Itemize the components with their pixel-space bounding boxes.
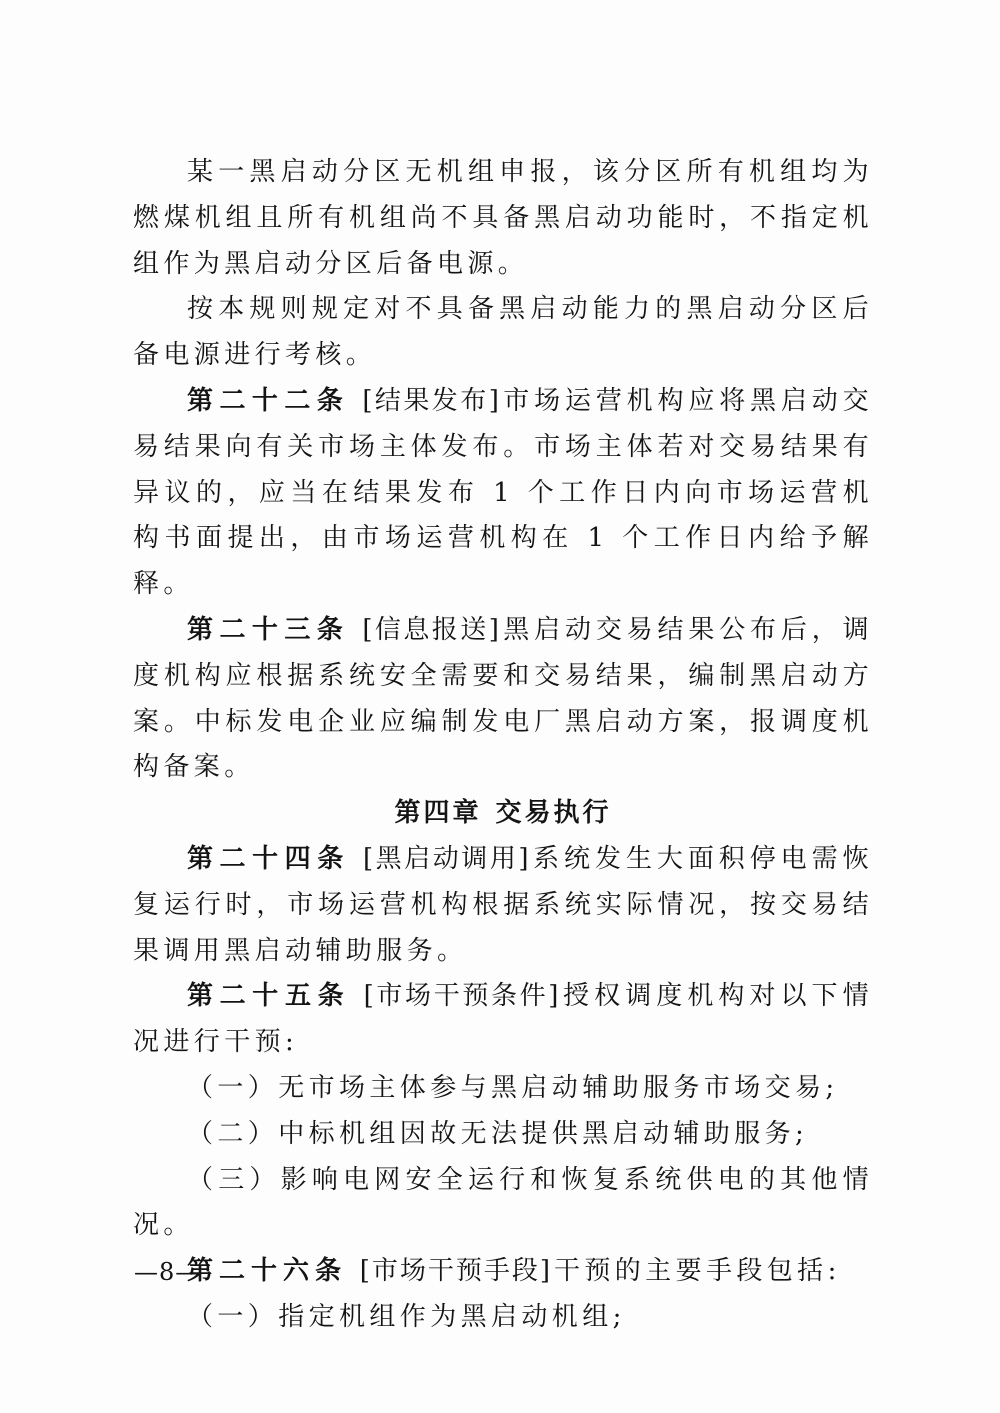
article-title: [市场干预手段] xyxy=(359,1256,552,1287)
article-text: 干预的主要手段包括: xyxy=(553,1256,841,1287)
article-number: 第二十四条 xyxy=(187,843,350,874)
article-text: 市场运营机构应将黑启动交易结果向有关市场主体发布。市场主体若对交易结果有异议的，应当在结果发布 1 个工作日内向市场运营机构书面提出，由市场运营机构在 1 个工作日内给予解释。 xyxy=(133,385,873,600)
list-item: （一）无市场主体参与黑启动辅助服务市场交易; xyxy=(187,1072,839,1103)
list-item: （二）中标机组因故无法提供黑启动辅助服务; xyxy=(187,1118,809,1149)
paragraph-text: 某一黑启动分区无机组申报，该分区所有机组均为燃煤机组且所有机组尚不具备黑启动功能时，不指定机组作为黑启动分区后备电源。 xyxy=(133,157,873,279)
page-number: —8— xyxy=(134,1258,201,1286)
article-text: 黑启动交易结果公布后，调度机构应根据系统安全需要和交易结果，编制黑启动方案。中标发电企业应编制发电厂黑启动方案，报调度机构备案。 xyxy=(133,614,873,783)
paragraph xyxy=(133,150,873,287)
document-body xyxy=(133,150,873,1341)
chapter-title: 交易执行 xyxy=(495,798,612,829)
article-number: 第二十三条 xyxy=(187,614,350,645)
article-text: 授权调度机构对以下情况进行干预: xyxy=(133,981,873,1058)
paragraph-text: 按本规则规定对不具备黑启动能力的黑启动分区后备电源进行考核。 xyxy=(133,294,873,371)
article-text: 系统发生大面积停电需恢复运行时，市场运营机构根据系统实际情况，按交易结果调用黑启动辅助服务。 xyxy=(133,843,873,966)
chapter-number: 第四章 xyxy=(394,798,482,829)
list-item: （一）指定机组作为黑启动机组; xyxy=(187,1301,626,1332)
article-24 xyxy=(133,837,873,974)
article-22 xyxy=(133,379,873,608)
article-26 xyxy=(133,1249,873,1295)
list-item: （三）影响电网安全运行和恢复系统供电的其他情况。 xyxy=(133,1164,873,1241)
article-number: 第二十五条 xyxy=(187,981,351,1012)
chapter-heading xyxy=(133,791,873,837)
article-title: [结果发布] xyxy=(362,385,501,416)
article-25 xyxy=(133,974,873,1066)
article-23 xyxy=(133,608,873,791)
article-number: 第二十二条 xyxy=(187,385,350,416)
paragraph xyxy=(133,287,873,379)
article-title: [黑启动调用] xyxy=(362,843,531,874)
article-number: 第二十六条 xyxy=(187,1256,348,1287)
article-title: [信息报送] xyxy=(362,614,501,645)
article-title: [市场干预条件] xyxy=(363,981,561,1012)
